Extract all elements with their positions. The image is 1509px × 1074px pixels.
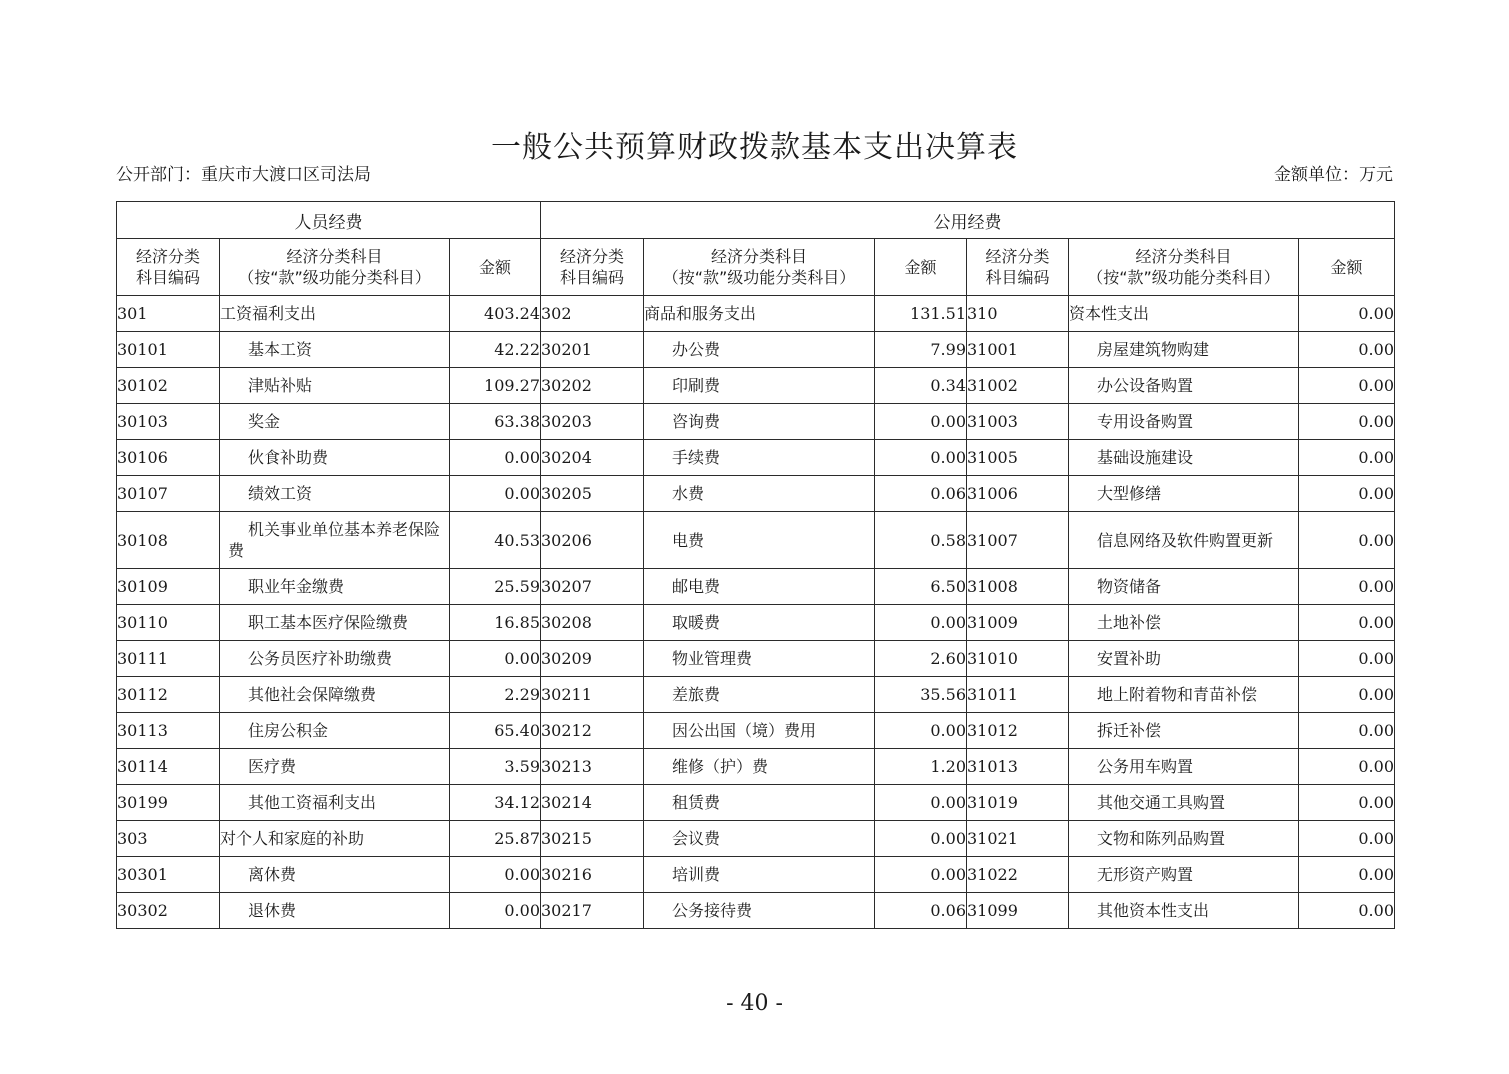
code-cell: 302 <box>541 296 644 332</box>
code-cell: 310 <box>967 296 1069 332</box>
code-cell: 30112 <box>117 677 220 713</box>
amount-cell: 0.00 <box>1299 641 1395 677</box>
header-code: 经济分类 科目编码 <box>541 239 644 296</box>
name-cell: 办公设备购置 <box>1069 368 1299 404</box>
code-cell: 30207 <box>541 569 644 605</box>
name-cell: 大型修缮 <box>1069 476 1299 512</box>
code-cell: 301 <box>117 296 220 332</box>
name-cell: 职业年金缴费 <box>220 569 450 605</box>
header-name: 经济分类科目 （按“款”级功能分类科目） <box>220 239 450 296</box>
name-cell: 其他交通工具购置 <box>1069 785 1299 821</box>
table-row <box>117 404 1395 440</box>
name-cell: 津贴补贴 <box>220 368 450 404</box>
amount-cell: 0.00 <box>1299 404 1395 440</box>
amount-cell: 2.60 <box>875 641 967 677</box>
name-cell: 其他工资福利支出 <box>220 785 450 821</box>
name-cell: 对个人和家庭的补助 <box>220 821 450 857</box>
name-cell: 专用设备购置 <box>1069 404 1299 440</box>
amount-cell: 0.00 <box>1299 785 1395 821</box>
code-cell: 30217 <box>541 893 644 929</box>
name-cell: 商品和服务支出 <box>644 296 875 332</box>
code-cell: 30110 <box>117 605 220 641</box>
table-row <box>117 857 1395 893</box>
name-cell: 退休费 <box>220 893 450 929</box>
code-cell: 31008 <box>967 569 1069 605</box>
header-amount: 金额 <box>1299 239 1395 296</box>
name-cell: 无形资产购置 <box>1069 857 1299 893</box>
section-personnel: 人员经费 <box>117 202 541 239</box>
code-cell: 30202 <box>541 368 644 404</box>
amount-cell: 109.27 <box>450 368 541 404</box>
page-title: 一般公共预算财政拨款基本支出决算表 <box>491 130 1018 165</box>
amount-cell: 0.00 <box>1299 440 1395 476</box>
amount-cell: 1.20 <box>875 749 967 785</box>
amount-cell: 0.00 <box>1299 821 1395 857</box>
amount-cell: 0.00 <box>1299 512 1395 569</box>
department-label: 公开部门：重庆市大渡口区司法局 <box>116 165 371 185</box>
amount-cell: 7.99 <box>875 332 967 368</box>
code-cell: 31001 <box>967 332 1069 368</box>
header-code: 经济分类 科目编码 <box>117 239 220 296</box>
name-cell: 机关事业单位基本养老保险费 <box>220 512 450 569</box>
name-cell: 邮电费 <box>644 569 875 605</box>
code-cell: 31019 <box>967 785 1069 821</box>
name-cell: 职工基本医疗保险缴费 <box>220 605 450 641</box>
amount-cell: 0.00 <box>875 821 967 857</box>
code-cell: 31022 <box>967 857 1069 893</box>
header-code: 经济分类 科目编码 <box>967 239 1069 296</box>
amount-cell: 0.00 <box>875 404 967 440</box>
table-row <box>117 677 1395 713</box>
name-cell: 工资福利支出 <box>220 296 450 332</box>
amount-cell: 0.00 <box>1299 296 1395 332</box>
code-cell: 30199 <box>117 785 220 821</box>
amount-cell: 0.00 <box>875 605 967 641</box>
table-row <box>117 893 1395 929</box>
code-cell: 31099 <box>967 893 1069 929</box>
code-cell: 30102 <box>117 368 220 404</box>
amount-cell: 0.34 <box>875 368 967 404</box>
column-header-row <box>117 239 1395 296</box>
name-cell: 信息网络及软件购置更新 <box>1069 512 1299 569</box>
unit-label: 金额单位：万元 <box>1274 165 1393 185</box>
amount-cell: 63.38 <box>450 404 541 440</box>
code-cell: 31002 <box>967 368 1069 404</box>
table-row <box>117 749 1395 785</box>
table-row <box>117 605 1395 641</box>
name-cell: 土地补偿 <box>1069 605 1299 641</box>
code-cell: 31006 <box>967 476 1069 512</box>
amount-cell: 42.22 <box>450 332 541 368</box>
code-cell: 30209 <box>541 641 644 677</box>
name-cell: 其他社会保障缴费 <box>220 677 450 713</box>
code-cell: 31005 <box>967 440 1069 476</box>
name-cell: 咨询费 <box>644 404 875 440</box>
amount-cell: 0.00 <box>1299 713 1395 749</box>
header-amount: 金额 <box>450 239 541 296</box>
name-cell: 绩效工资 <box>220 476 450 512</box>
table-row <box>117 569 1395 605</box>
name-cell: 手续费 <box>644 440 875 476</box>
amount-cell: 0.00 <box>450 476 541 512</box>
name-cell: 电费 <box>644 512 875 569</box>
code-cell: 30109 <box>117 569 220 605</box>
code-cell: 30108 <box>117 512 220 569</box>
name-cell: 离休费 <box>220 857 450 893</box>
amount-cell: 0.00 <box>450 440 541 476</box>
code-cell: 31003 <box>967 404 1069 440</box>
name-cell: 资本性支出 <box>1069 296 1299 332</box>
code-cell: 31012 <box>967 713 1069 749</box>
code-cell: 31013 <box>967 749 1069 785</box>
amount-cell: 0.00 <box>1299 749 1395 785</box>
code-cell: 30211 <box>541 677 644 713</box>
amount-cell: 0.00 <box>450 641 541 677</box>
code-cell: 30107 <box>117 476 220 512</box>
code-cell: 31011 <box>967 677 1069 713</box>
table-row <box>117 821 1395 857</box>
code-cell: 30106 <box>117 440 220 476</box>
table-row <box>117 332 1395 368</box>
amount-cell: 0.00 <box>875 440 967 476</box>
amount-cell: 131.51 <box>875 296 967 332</box>
code-cell: 30205 <box>541 476 644 512</box>
name-cell: 办公费 <box>644 332 875 368</box>
name-cell: 印刷费 <box>644 368 875 404</box>
name-cell: 房屋建筑物购建 <box>1069 332 1299 368</box>
name-cell: 因公出国（境）费用 <box>644 713 875 749</box>
code-cell: 30215 <box>541 821 644 857</box>
name-cell: 基础设施建设 <box>1069 440 1299 476</box>
code-cell: 30111 <box>117 641 220 677</box>
code-cell: 31010 <box>967 641 1069 677</box>
code-cell: 30206 <box>541 512 644 569</box>
code-cell: 31021 <box>967 821 1069 857</box>
code-cell: 30101 <box>117 332 220 368</box>
table-row <box>117 641 1395 677</box>
amount-cell: 3.59 <box>450 749 541 785</box>
name-cell: 公务用车购置 <box>1069 749 1299 785</box>
amount-cell: 6.50 <box>875 569 967 605</box>
name-cell: 维修（护）费 <box>644 749 875 785</box>
amount-cell: 0.00 <box>1299 893 1395 929</box>
amount-cell: 0.00 <box>1299 677 1395 713</box>
section-public: 公用经费 <box>541 202 1395 239</box>
amount-cell: 34.12 <box>450 785 541 821</box>
code-cell: 31007 <box>967 512 1069 569</box>
code-cell: 30114 <box>117 749 220 785</box>
name-cell: 会议费 <box>644 821 875 857</box>
name-cell: 医疗费 <box>220 749 450 785</box>
code-cell: 30113 <box>117 713 220 749</box>
amount-cell: 0.06 <box>875 893 967 929</box>
amount-cell: 0.00 <box>875 857 967 893</box>
amount-cell: 0.00 <box>1299 476 1395 512</box>
table-row <box>117 368 1395 404</box>
code-cell: 30201 <box>541 332 644 368</box>
header-name: 经济分类科目 （按“款”级功能分类科目） <box>644 239 875 296</box>
amount-cell: 0.00 <box>875 713 967 749</box>
code-cell: 30214 <box>541 785 644 821</box>
name-cell: 文物和陈列品购置 <box>1069 821 1299 857</box>
code-cell: 30208 <box>541 605 644 641</box>
amount-cell: 25.87 <box>450 821 541 857</box>
amount-cell: 0.00 <box>1299 368 1395 404</box>
amount-cell: 0.06 <box>875 476 967 512</box>
name-cell: 基本工资 <box>220 332 450 368</box>
code-cell: 30103 <box>117 404 220 440</box>
amount-cell: 65.40 <box>450 713 541 749</box>
amount-cell: 35.56 <box>875 677 967 713</box>
code-cell: 30203 <box>541 404 644 440</box>
name-cell: 其他资本性支出 <box>1069 893 1299 929</box>
name-cell: 公务接待费 <box>644 893 875 929</box>
name-cell: 租赁费 <box>644 785 875 821</box>
amount-cell: 403.24 <box>450 296 541 332</box>
name-cell: 物资储备 <box>1069 569 1299 605</box>
table-row <box>117 713 1395 749</box>
name-cell: 物业管理费 <box>644 641 875 677</box>
name-cell: 安置补助 <box>1069 641 1299 677</box>
name-cell: 伙食补助费 <box>220 440 450 476</box>
code-cell: 30301 <box>117 857 220 893</box>
amount-cell: 2.29 <box>450 677 541 713</box>
amount-cell: 40.53 <box>450 512 541 569</box>
expenditure-table <box>116 201 1395 929</box>
page-number: - 40 - <box>726 991 783 1016</box>
header-amount: 金额 <box>875 239 967 296</box>
amount-cell: 0.00 <box>1299 605 1395 641</box>
code-cell: 30216 <box>541 857 644 893</box>
code-cell: 303 <box>117 821 220 857</box>
name-cell: 取暖费 <box>644 605 875 641</box>
amount-cell: 25.59 <box>450 569 541 605</box>
name-cell: 地上附着物和青苗补偿 <box>1069 677 1299 713</box>
amount-cell: 0.00 <box>1299 857 1395 893</box>
table-row <box>117 440 1395 476</box>
amount-cell: 0.58 <box>875 512 967 569</box>
code-cell: 30204 <box>541 440 644 476</box>
amount-cell: 16.85 <box>450 605 541 641</box>
amount-cell: 0.00 <box>450 857 541 893</box>
name-cell: 水费 <box>644 476 875 512</box>
table-row <box>117 785 1395 821</box>
code-cell: 31009 <box>967 605 1069 641</box>
amount-cell: 0.00 <box>1299 332 1395 368</box>
name-cell: 公务员医疗补助缴费 <box>220 641 450 677</box>
name-cell: 拆迁补偿 <box>1069 713 1299 749</box>
name-cell: 奖金 <box>220 404 450 440</box>
amount-cell: 0.00 <box>875 785 967 821</box>
name-cell: 培训费 <box>644 857 875 893</box>
table-row <box>117 512 1395 569</box>
code-cell: 30213 <box>541 749 644 785</box>
name-cell: 差旅费 <box>644 677 875 713</box>
amount-cell: 0.00 <box>1299 569 1395 605</box>
amount-cell: 0.00 <box>450 893 541 929</box>
code-cell: 30302 <box>117 893 220 929</box>
table-row <box>117 476 1395 512</box>
table-row <box>117 296 1395 332</box>
header-name: 经济分类科目 （按“款”级功能分类科目） <box>1069 239 1299 296</box>
code-cell: 30212 <box>541 713 644 749</box>
name-cell: 住房公积金 <box>220 713 450 749</box>
